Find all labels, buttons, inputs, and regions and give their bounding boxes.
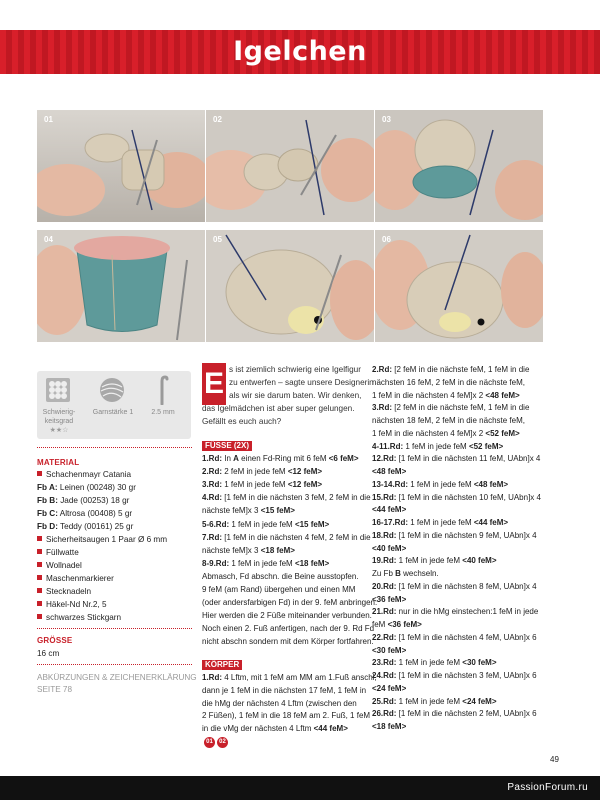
material-item: Stecknadeln (37, 587, 91, 596)
photo-hedgehog-head-icon (206, 230, 374, 342)
intro-line: s ist ziemlich schwierig eine Igelfigur (229, 365, 361, 374)
bullet-square-icon (37, 536, 42, 541)
instruction-line: 12.Rd: [1 feM in die nächsten 11 feM, UAbn]x 4 (372, 454, 541, 464)
feet-heading: FÜSSE (2X) (202, 441, 252, 451)
instruction-line: 7.Rd: [1 feM in die nächsten 4 feM, 2 feM in die (202, 532, 371, 542)
watermark: PassionForum.ru (0, 776, 600, 800)
material-item: Sicherheitsaugen 1 Paar Ø 6 mm (37, 535, 167, 544)
instruction-line: <24 feM> (372, 683, 407, 693)
photo-number: 03 (382, 115, 391, 124)
instruction-line: 2 Füßen), 1 feM in die 18 feM am 2. Fuß, 1 feM (202, 711, 371, 721)
step-photo-04 (37, 230, 205, 342)
size-heading: GRÖSSE (37, 636, 73, 645)
divider (37, 447, 192, 448)
difficulty-icon (45, 377, 71, 403)
instruction-line: dann je 1 feM in die nächsten 17 feM, 1 feM in (202, 685, 367, 695)
instruction-line: 9 feM (am Rand) übergehen und einen MM (202, 585, 356, 594)
instruction-line: 1 feM in die nächsten 4 feM]x 2 <52 feM> (372, 428, 520, 438)
instruction-line: 20.Rd: [1 feM in die nächsten 8 feM, UAbn]x 4 (372, 581, 537, 591)
photo-number: 02 (213, 115, 222, 124)
instruction-line: <48 feM> (372, 467, 407, 476)
intro-line: zu entwerfen – sagte unsere Designerin (229, 378, 374, 387)
instruction-line: 16-17.Rd: 1 feM in jede feM <44 feM> (372, 518, 509, 527)
yarn-ball-icon (99, 377, 125, 403)
step-photo-01 (37, 110, 205, 222)
bullet-square-icon (37, 601, 42, 606)
divider (37, 664, 192, 665)
intro-line: als wir sie darum baten. Wir denken, (229, 391, 362, 400)
instruction-line: in die vMg der nächsten 4 Lftm <44 feM> (202, 724, 348, 734)
info-icons-box (37, 371, 191, 439)
instruction-line: 1.Rd: 4 Lftm, mit 1 feM am MM am 1.Fuß anschl, (202, 673, 377, 682)
instruction-line: nächsten 16 feM, 2 feM in die nächste feM, (372, 377, 525, 387)
instruction-line: 13-14.Rd: 1 feM in jede feM <48 feM> (372, 479, 509, 489)
instruction-line: nächste feM]x 3 <15 feM> (202, 506, 295, 516)
instruction-line: 5-6.Rd: 1 feM in jede feM <15 feM> (202, 519, 330, 529)
instruction-line: <36 feM> (372, 594, 407, 604)
abbreviations-page: SEITE 78 (37, 685, 73, 694)
page-title: Igelchen (233, 36, 367, 67)
instruction-line: 25.Rd: 1 feM in jede feM <24 feM> (372, 696, 497, 706)
instruction-line: 3.Rd: 1 feM in jede feM <12 feM> (202, 480, 323, 490)
material-item: Maschenmarkierer (37, 574, 114, 583)
instruction-line: 22.Rd: [1 feM in die nächsten 4 feM, UAbn]x 6 (372, 632, 537, 642)
instruction-line: die hMg der nächsten 4 Lftm (zwischen den (202, 698, 357, 708)
divider (37, 628, 192, 629)
bullet-square-icon (37, 614, 42, 619)
photo-number: 04 (44, 235, 53, 244)
instruction-line: Hier werden die 2 Füße miteinander verbunden. (202, 611, 372, 621)
page-number: 49 (550, 755, 559, 764)
instruction-line: 1.Rd: In A einen Fd-Ring mit 6 feM <6 feM> (202, 454, 359, 463)
photo-ref-badge: 02 (217, 737, 228, 748)
bullet-square-icon (37, 575, 42, 580)
instruction-line: 19.Rd: 1 feM in jede feM <40 feM> (372, 556, 497, 566)
yarn-item: Fb D: Teddy (00161) 25 gr (37, 522, 134, 531)
photo-crochet-body-icon (37, 230, 205, 342)
instruction-line: 1 feM in die nächsten 4 feM]x 2 <48 feM> (372, 390, 520, 400)
photo-number: 05 (213, 235, 222, 244)
instruction-line: 2.Rd: [2 feM in die nächste feM, 1 feM in die (372, 365, 530, 374)
instruction-line: 8-9.Rd: 1 feM in jede feM <18 feM> (202, 558, 330, 568)
yarn-item: Fb A: Leinen (00248) 30 gr (37, 483, 136, 492)
bullet-square-icon (37, 471, 42, 476)
hook-size-label: 2.5 mm (151, 409, 175, 416)
instruction-line: 2.Rd: 2 feM in jede feM <12 feM> (202, 467, 323, 477)
photo-hands-crochet-icon (375, 110, 543, 222)
instruction-line: feM <36 feM> (372, 620, 422, 629)
instruction-line: 18.Rd: [1 feM in die nächsten 9 feM, UAbn]x 4 (372, 530, 537, 540)
yarn-weight-label: Garnstärke 1 (92, 409, 134, 416)
step-photo-03 (375, 110, 543, 222)
material-item: Wollnadel (37, 561, 82, 570)
instruction-line: 4-11.Rd: 1 feM in jede feM <52 feM> (372, 441, 504, 451)
bullet-square-icon (37, 549, 42, 554)
title-banner (0, 30, 600, 74)
instruction-line: 26.Rd: [1 feM in die nächsten 2 feM, UAbn]x 6 (372, 709, 537, 719)
intro-line: das Igelmädchen ist aber super gelungen. (202, 404, 355, 413)
material-brand: Schachenmayr Catania (37, 470, 131, 479)
photo-hands-crochet-icon (37, 110, 205, 222)
step-photo-02 (206, 110, 374, 222)
instruction-line: Abmasch, Fd abschn. die Beine ausstopfen. (202, 571, 359, 581)
abbreviations-link[interactable]: ABKÜRZUNGEN & ZEICHENERKLÄRUNG (37, 673, 197, 682)
bullet-square-icon (37, 588, 42, 593)
photo-number: 01 (44, 115, 53, 124)
instruction-line: 15.Rd: [1 feM in die nächsten 10 feM, UAbn]x 4 (372, 492, 541, 502)
instruction-line: Zu Fb B wechseln. (372, 569, 439, 578)
instruction-line: 4.Rd: [1 feM in die nächsten 3 feM, 2 feM in die (202, 493, 371, 503)
difficulty-stars: ★★☆ (49, 427, 69, 434)
material-item: Häkel-Nd Nr.2, 5 (37, 600, 107, 609)
instruction-line: (oder andersfarbigen Fd) in der 9. feM anbringen. (202, 598, 378, 608)
instruction-line: 3.Rd: [2 feM in die nächste feM, 1 feM in die (372, 403, 530, 413)
yarn-item: Fb C: Altrosa (00408) 5 gr (37, 509, 133, 518)
instruction-line: 23.Rd: 1 feM in jede feM <30 feM> (372, 658, 497, 668)
instruction-line: Noch einen 2. Fuß anfertigen, nach der 9. Rd Fd (202, 624, 375, 634)
instruction-line: 21.Rd: nur in die hMg einstechen:1 feM in jede (372, 607, 539, 617)
instruction-line: 24.Rd: [1 feM in die nächsten 3 feM, UAbn]x 6 (372, 671, 537, 680)
instruction-line: <40 feM> (372, 543, 407, 553)
yarn-item: Fb B: Jade (00253) 18 gr (37, 496, 130, 505)
material-item: Füllwatte (37, 548, 79, 557)
photo-ref-badge: 01 (204, 737, 215, 748)
material-item: schwarzes Stickgarn (37, 613, 121, 622)
size-value: 16 cm (37, 649, 60, 658)
drop-cap: E (202, 363, 226, 405)
instruction-line: <30 feM> (372, 645, 407, 655)
body-heading: KÖRPER (202, 660, 242, 670)
instruction-line: <18 feM> (372, 722, 407, 731)
photo-hands-crochet-icon (206, 110, 374, 222)
instruction-line: <44 feM> (372, 505, 407, 515)
bullet-square-icon (37, 562, 42, 567)
step-photo-05 (206, 230, 374, 342)
crochet-hook-icon (153, 375, 171, 405)
intro-line: Gefällt es euch auch? (202, 417, 282, 426)
step-photo-06 (375, 230, 543, 342)
difficulty-label: Schwierig- keitsgrad (42, 409, 76, 425)
photo-number: 06 (382, 235, 391, 244)
photo-hedgehog-head-icon (375, 230, 543, 342)
instruction-line: nächste feM]x 3 <18 feM> (202, 545, 295, 555)
material-heading: MATERIAL (37, 458, 80, 467)
instruction-line: nächsten 18 feM, 2 feM in die nächste feM, (372, 416, 525, 425)
instruction-line: nicht abschn sondern mit dem Körper fortfahren. (202, 637, 374, 647)
